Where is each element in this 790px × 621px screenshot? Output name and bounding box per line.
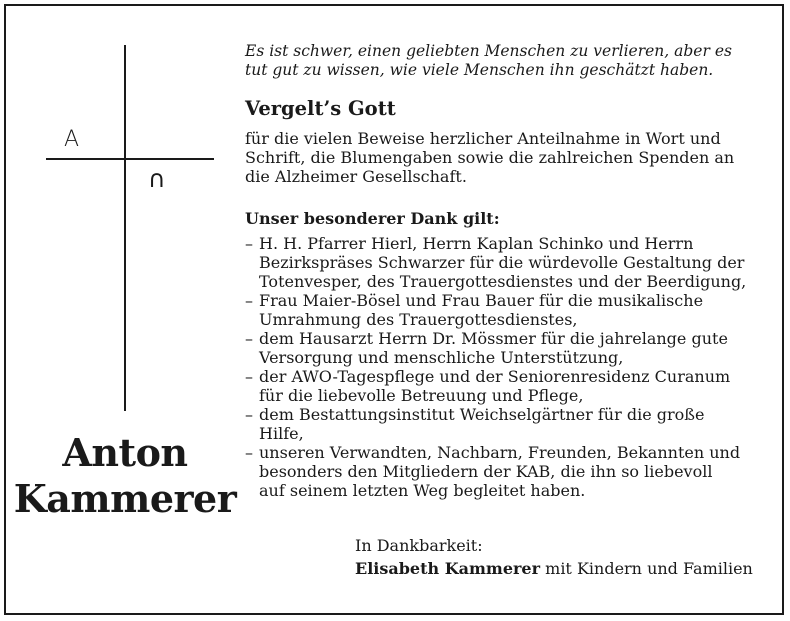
special-thanks-text: Hilfe,	[259, 424, 304, 443]
alpha-symbol: A	[64, 127, 80, 152]
special-thanks-text: Frau Maier-Bösel und Frau Bauer für die musikalische	[259, 291, 704, 310]
special-thanks-line	[245, 481, 753, 500]
quote-line: tut gut zu wissen, wie viele Menschen ihn geschätzt haben.	[245, 61, 714, 79]
special-thanks-line	[245, 348, 753, 367]
special-thanks-item	[245, 405, 753, 443]
special-thanks-item	[245, 367, 753, 405]
special-thanks-line	[245, 462, 753, 481]
quote	[245, 42, 753, 80]
cross-vertical-beam	[124, 45, 126, 411]
signer-family: mit Kindern und Familien	[545, 559, 753, 578]
special-thanks-item	[245, 443, 753, 500]
special-thanks-text: dem Hausarzt Herrn Dr. Mössmer für die jahrelange gute	[259, 329, 728, 348]
special-thanks-item	[245, 291, 753, 329]
paragraph-line: für die vielen Beweise herzlicher Anteilnahme in Wort und	[245, 129, 721, 148]
special-thanks-line	[245, 272, 753, 291]
special-thanks-text: H. H. Pfarrer Hierl, Herrn Kaplan Schinko und Herrn	[259, 234, 694, 253]
list-dash: –	[245, 291, 253, 310]
special-thanks-text: auf seinem letzten Weg begleitet haben.	[259, 481, 586, 500]
special-thanks-text: besonders den Mitgliedern der KAB, die ihn so liebevoll	[259, 462, 713, 481]
cross-horizontal-beam	[46, 158, 214, 160]
special-thanks-item	[245, 234, 753, 291]
special-thanks-text: dem Bestattungsinstitut Weichselgärtner für die große	[259, 405, 705, 424]
deceased-last-name: Kammerer	[13, 476, 237, 521]
special-thanks-text: Versorgung und menschliche Unterstützung,	[259, 348, 624, 367]
special-thanks-item	[245, 329, 753, 367]
special-thanks-text: der AWO-Tagespflege und der Seniorenresidenz Curanum	[259, 367, 731, 386]
paragraph-line: die Alzheimer Gesellschaft.	[245, 167, 467, 186]
special-thanks-text: Bezirkspräses Schwarzer für die würdevolle Gestaltung der	[259, 253, 745, 272]
special-thanks-text: Totenvesper, des Trauergottesdienstes und der Beerdigung,	[259, 272, 747, 291]
special-thanks-line	[245, 424, 753, 443]
quote-line: Es ist schwer, einen geliebten Menschen zu verlieren, aber es	[245, 42, 732, 60]
closing-signature	[355, 559, 753, 578]
signer-name: Elisabeth Kammerer	[355, 559, 541, 578]
heading-vergelts-gott: Vergelt’s Gott	[245, 97, 396, 120]
special-thanks-line	[245, 310, 753, 329]
special-thanks-text: Umrahmung des Trauergottesdienstes,	[259, 310, 578, 329]
thanks-paragraph	[245, 129, 753, 186]
special-thanks-text: für die liebevolle Betreuung und Pflege,	[259, 386, 584, 405]
special-thanks-line	[245, 443, 753, 462]
special-thanks-line	[245, 329, 753, 348]
special-thanks-line	[245, 253, 753, 272]
list-dash: –	[245, 234, 253, 253]
special-thanks-text: unseren Verwandten, Nachbarn, Freunden, Bekannten und	[259, 443, 741, 462]
special-thanks-title: Unser besonderer Dank gilt:	[245, 209, 500, 228]
special-thanks-line	[245, 234, 753, 253]
special-thanks-line	[245, 386, 753, 405]
paragraph-line: Schrift, die Blumengaben sowie die zahlreichen Spenden an	[245, 148, 735, 167]
list-dash: –	[245, 405, 253, 424]
deceased-first-name: Anton	[62, 430, 188, 475]
list-dash: –	[245, 443, 253, 462]
list-dash: –	[245, 329, 253, 348]
special-thanks-list	[245, 234, 753, 500]
special-thanks-line	[245, 291, 753, 310]
special-thanks-line	[245, 405, 753, 424]
omega-symbol: ∩	[148, 165, 166, 193]
special-thanks-line	[245, 367, 753, 386]
closing-label: In Dankbarkeit:	[355, 536, 483, 555]
list-dash: –	[245, 367, 253, 386]
